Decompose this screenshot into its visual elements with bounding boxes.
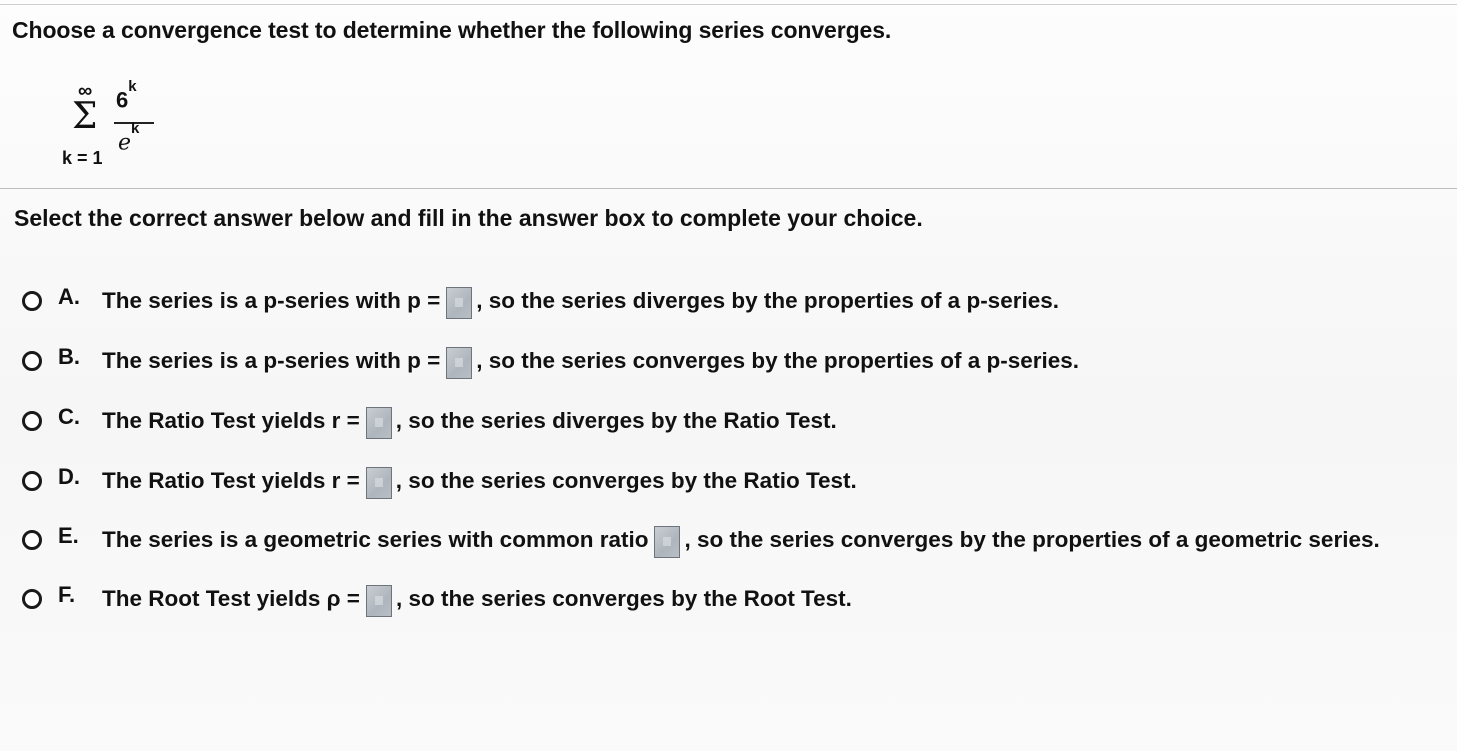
option-e[interactable] bbox=[22, 522, 1380, 558]
radio-button-b[interactable] bbox=[22, 351, 42, 371]
answer-input-box-a[interactable] bbox=[446, 287, 472, 319]
option-letter: E. bbox=[58, 523, 79, 548]
answer-input-box-c[interactable] bbox=[366, 407, 392, 439]
sum-upper-limit: ∞ bbox=[78, 80, 93, 102]
series-formula bbox=[56, 78, 186, 178]
radio-button-a[interactable] bbox=[22, 291, 42, 311]
option-text-before: The Ratio Test yields r = bbox=[102, 468, 360, 493]
option-b[interactable] bbox=[22, 343, 1079, 379]
question-prompt: Choose a convergence test to determine whether the following series converges. bbox=[12, 17, 892, 43]
option-text bbox=[102, 345, 1079, 377]
radio-button-f[interactable] bbox=[22, 589, 42, 609]
option-text-after: , so the series converges by the Ratio Test. bbox=[395, 468, 857, 493]
section-divider bbox=[0, 188, 1457, 189]
option-c[interactable] bbox=[22, 403, 837, 439]
option-f[interactable] bbox=[22, 581, 852, 617]
option-text-before: The Root Test yields ρ = bbox=[102, 586, 360, 611]
option-text bbox=[102, 285, 1059, 317]
sum-lower-limit: k = 1 bbox=[62, 148, 103, 168]
radio-button-c[interactable] bbox=[22, 411, 42, 431]
option-letter: A. bbox=[58, 284, 80, 309]
option-text-before: The series is a geometric series with common ratio bbox=[102, 527, 649, 552]
option-text-after: , so the series converges by the properties of a geometric series. bbox=[684, 527, 1380, 552]
option-letter: F. bbox=[58, 582, 76, 607]
instruction-text: Select the correct answer below and fill in the answer box to complete your choice. bbox=[14, 205, 923, 231]
answer-input-box-b[interactable] bbox=[446, 347, 472, 379]
fraction-denominator bbox=[118, 120, 140, 156]
option-text bbox=[102, 405, 837, 437]
option-text-before: The series is a p-series with p = bbox=[102, 348, 441, 373]
numerator-base: 6 bbox=[116, 87, 129, 113]
option-letter: D. bbox=[58, 464, 80, 489]
option-text-after: , so the series diverges by the Ratio Test. bbox=[395, 408, 837, 433]
option-d[interactable] bbox=[22, 463, 857, 499]
option-text bbox=[102, 524, 1380, 556]
option-text bbox=[102, 465, 857, 497]
denominator-base: e bbox=[118, 130, 132, 156]
option-text-before: The Ratio Test yields r = bbox=[102, 408, 360, 433]
fraction-numerator bbox=[116, 78, 137, 113]
option-letter: B. bbox=[58, 344, 80, 369]
option-letter: C. bbox=[58, 404, 80, 429]
option-text-before: The series is a p-series with p = bbox=[102, 288, 441, 313]
option-text bbox=[102, 583, 852, 615]
top-divider bbox=[0, 4, 1457, 5]
answer-input-box-f[interactable] bbox=[366, 585, 392, 617]
radio-button-e[interactable] bbox=[22, 530, 42, 550]
answer-input-box-d[interactable] bbox=[366, 467, 392, 499]
option-text-after: , so the series converges by the Root Test. bbox=[395, 586, 852, 611]
option-a[interactable] bbox=[22, 283, 1059, 319]
radio-button-d[interactable] bbox=[22, 471, 42, 491]
option-text-after: , so the series diverges by the properties of a p-series. bbox=[476, 288, 1059, 313]
answer-input-box-e[interactable] bbox=[654, 526, 680, 558]
option-text-after: , so the series converges by the properties of a p-series. bbox=[476, 348, 1080, 373]
sigma-symbol: Σ bbox=[72, 96, 98, 137]
denominator-exponent: k bbox=[131, 120, 140, 137]
numerator-exponent: k bbox=[128, 78, 137, 95]
